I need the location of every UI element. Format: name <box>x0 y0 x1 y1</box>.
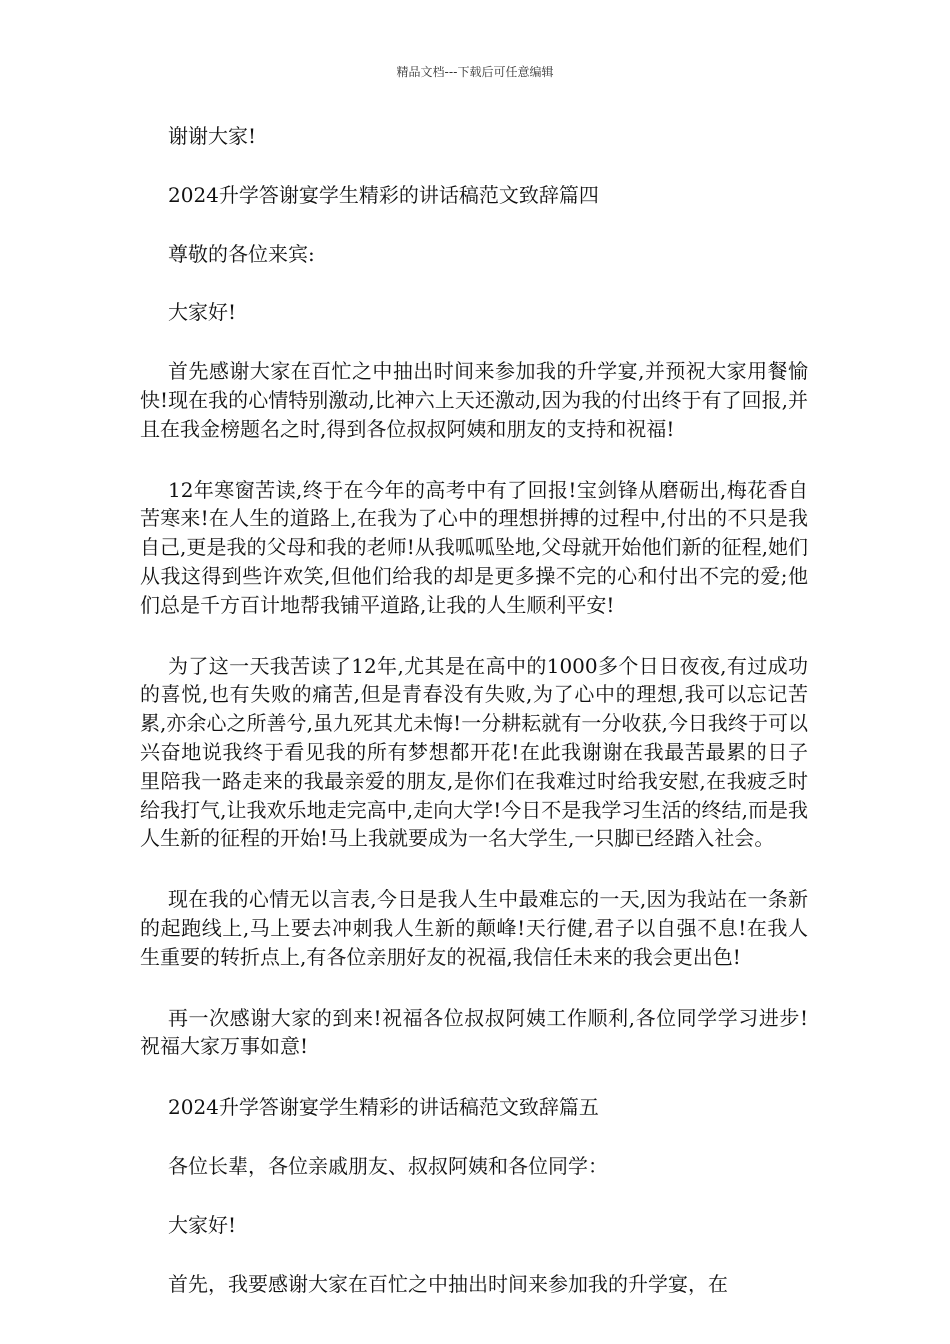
paragraph-thanks: 首先感谢大家在百忙之中抽出时间来参加我的升学宴,并预祝大家用餐愉快!现在我的心情特别激动,比神六上天还激动,因为我的付出终于有了回报,并且在我金榜题名之时,得到各位叔叔阿姨和朋友的支持和祝福! <box>140 359 808 441</box>
page-header: 精品文档---下载后可任意编辑 <box>396 65 554 79</box>
section-title-5: 2024升学答谢宴学生精彩的讲话稿范文致辞篇五 <box>168 1095 599 1120</box>
section-title-4: 2024升学答谢宴学生精彩的讲话稿范文致辞篇四 <box>168 182 599 207</box>
salutation-guests: 尊敬的各位来宾: <box>168 241 315 266</box>
document-body <box>140 122 808 1328</box>
paragraph-twelve-years: 12年寒窗苦读,终于在今年的高考中有了回报!宝剑锋从磨砺出,梅花香自苦寒来!在人生的道路上,在我为了心中的理想拼搏的过程中,付出的不只是我自己,更是我的父母和我的老师!从我呱呱坠地,父母就开始他们新的征程,她们从我这得到些许欢笑,但他们给我的却是更多操不完的心和付出不完的爱;他们总是千方百计地帮我铺平道路,让我的人生顺利平安! <box>140 477 808 617</box>
paragraph-opening: 首先，我要感谢大家在百忙之中抽出时间来参加我的升学宴，在 <box>168 1271 728 1296</box>
salutation-elders: 各位长辈，各位亲戚朋友、叔叔阿姨和各位同学： <box>168 1153 608 1178</box>
greeting: 大家好! <box>168 300 237 325</box>
paragraph-hard-study: 为了这一天我苦读了12年,尤其是在高中的1000多个日日夜夜,有过成功的喜悦,也有失败的痛苦,但是青春没有失败,为了心中的理想,我可以忘记苦累,亦余心之所善兮,虽九死其尤未悔!一分耕耘就有一分收获,今日我终于可以兴奋地说我终于看见我的所有梦想都开花!在此我谢谢在我最苦最累的日子里陪我一路走来的我最亲爱的朋友,是你们在我难过时给我安慰,在我疲乏时给我打气,让我欢乐地走完高中,走向大学!今日不是我学习生活的终结,而是我人生新的征程的开始!马上我就要成为一名大学生,一只脚已经踏入社会。 <box>140 653 808 851</box>
paragraph-final-thanks: 再一次感谢大家的到来!祝福各位叔叔阿姨工作顺利,各位同学学习进步!祝福大家万事如意! <box>140 1005 808 1059</box>
greeting-2: 大家好! <box>168 1212 237 1237</box>
paragraph-feelings: 现在我的心情无以言表,今日是我人生中最难忘的一天,因为我站在一条新的起跑线上,马上要去冲刺我人生新的颠峰!天行健,君子以自强不息!在我人生重要的转折点上,有各位亲朋好友的祝福,我信任未来的我会更出色! <box>140 887 808 969</box>
closing-thanks: 谢谢大家! <box>168 124 257 148</box>
